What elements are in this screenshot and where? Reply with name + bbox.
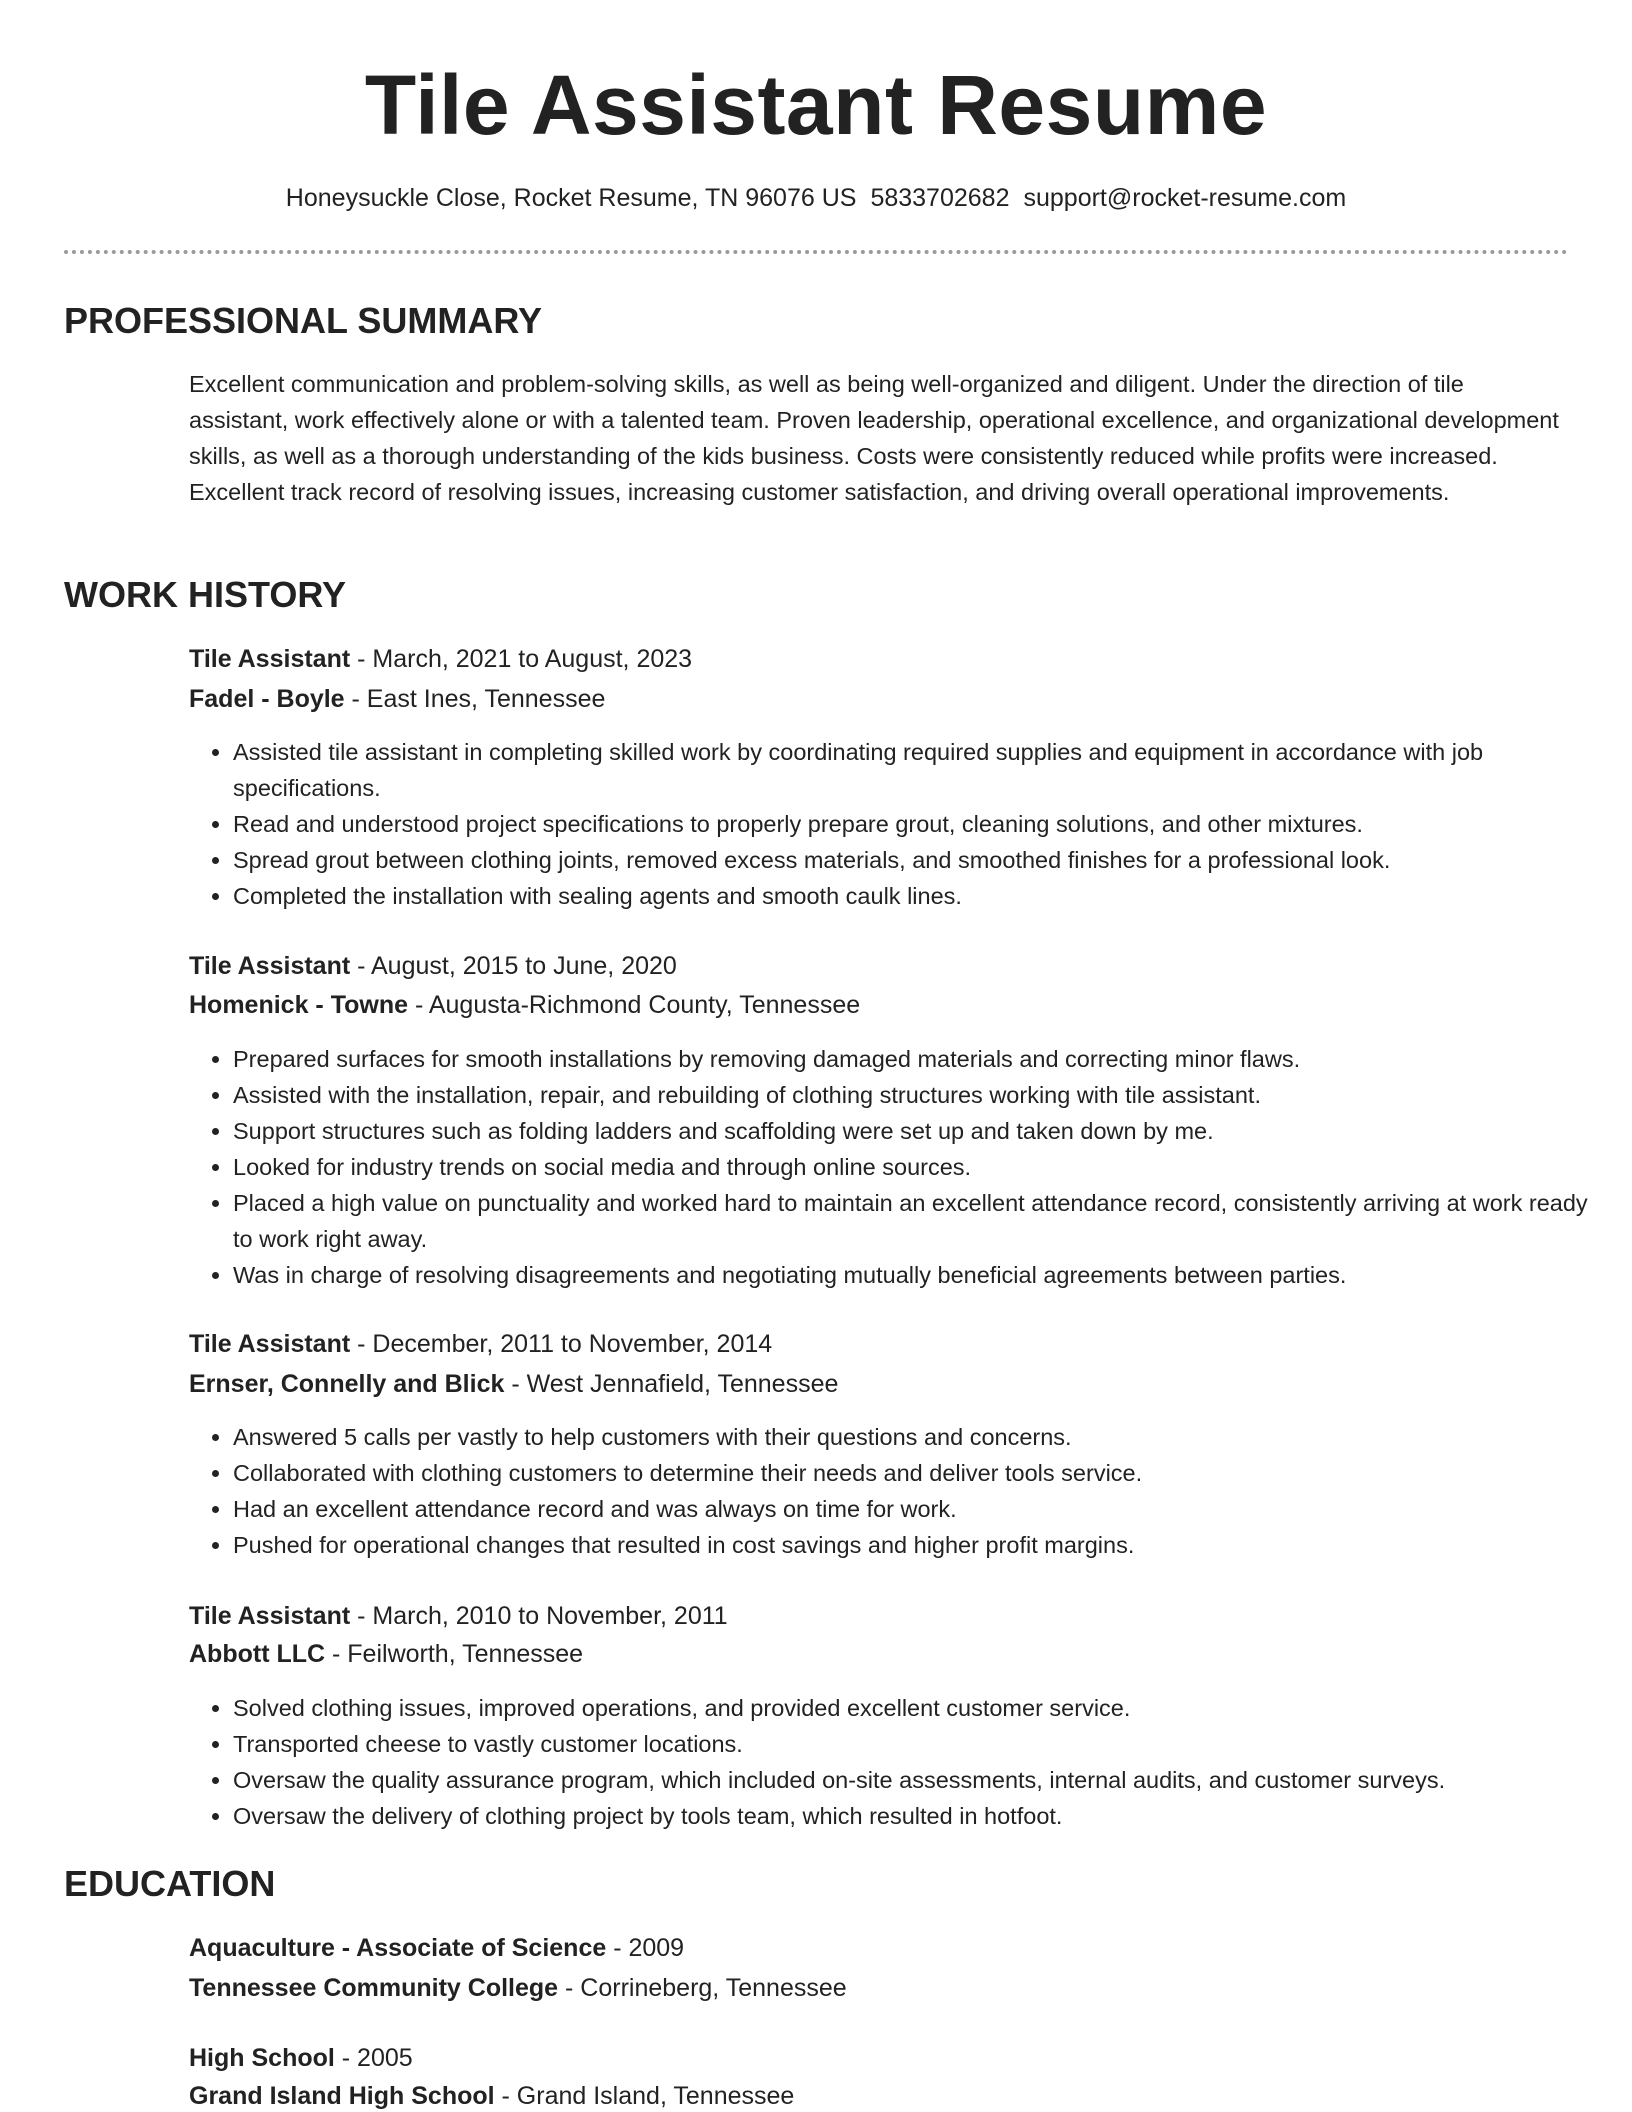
education-school: Tennessee Community College	[189, 1974, 559, 2002]
job-company-line	[189, 1635, 583, 1673]
list-item: • Solved clothing issues, improved operations, and provided excellent customer service.	[233, 1690, 1613, 1726]
education-school: Grand Island High School	[189, 2082, 495, 2110]
list-item: • Oversaw the quality assurance program, which included on-site assessments, internal audits, and customer surveys.	[233, 1762, 1613, 1798]
education-school-line	[189, 1969, 847, 2007]
contact-email: support@rocket-resume.com	[1023, 184, 1347, 212]
work-history-heading: WORK HISTORY	[64, 574, 347, 615]
education-year: - 2009	[606, 1934, 685, 1962]
contact-address: Honeysuckle Close, Rocket Resume, TN 96076 US	[285, 184, 857, 212]
list-item: • Spread grout between clothing joints, removed excess materials, and smoothed finishes for a professional look.	[233, 842, 1613, 878]
job-company: Homenick - Towne	[189, 991, 409, 1019]
list-item: • Transported cheese to vastly customer locations.	[233, 1726, 1613, 1762]
list-item: • Assisted tile assistant in completing skilled work by coordinating required supplies and equipment in accordance with job specifications.	[233, 734, 1613, 806]
job-title-line	[189, 640, 692, 678]
job-bullets	[189, 1419, 1613, 1563]
education-location: - Grand Island, Tennessee	[494, 2082, 795, 2110]
contact-line	[0, 178, 1632, 218]
job-dates: - March, 2010 to November, 2011	[350, 1602, 728, 1630]
job-title: Tile Assistant	[189, 645, 351, 673]
job-dates: - August, 2015 to June, 2020	[350, 952, 677, 980]
resume-title: Tile Assistant Resume	[364, 58, 1268, 152]
job-title-line	[189, 1597, 728, 1635]
job-company: Ernser, Connelly and Blick	[189, 1370, 505, 1398]
job-bullets	[189, 1690, 1613, 1834]
list-item: • Looked for industry trends on social media and through online sources.	[233, 1149, 1613, 1185]
job-dates: - December, 2011 to November, 2014	[350, 1330, 773, 1358]
job-company-line	[189, 1365, 838, 1403]
education-year: - 2005	[334, 2044, 413, 2072]
list-item: • Answered 5 calls per vastly to help customers with their questions and concerns.	[233, 1419, 1613, 1455]
job-location: - West Jennafield, Tennessee	[504, 1370, 839, 1398]
list-item: • Collaborated with clothing customers to determine their needs and deliver tools service.	[233, 1455, 1613, 1491]
job-location: - Feilworth, Tennessee	[325, 1640, 584, 1668]
job-title-line	[189, 947, 677, 985]
list-item: • Was in charge of resolving disagreements and negotiating mutually beneficial agreements between parties.	[233, 1257, 1613, 1293]
job-dates: - March, 2021 to August, 2023	[350, 645, 693, 673]
summary-text: Excellent communication and problem-solving skills, as well as being well-organized and diligent. Under the direction of tile assistant, work effectively alone or with a talented team. Proven leadership, operational excellence, and organizational development skills, as well as a thorough understanding of the kids business. Costs were consistently reduced while profits were increased. Excellent track record of resolving issues, increasing customer satisfaction, and driving overall operational improvements.	[189, 371, 1559, 505]
list-item: • Completed the installation with sealing agents and smooth caulk lines.	[233, 878, 1613, 914]
education-school-line	[189, 2077, 794, 2112]
job-location: - Augusta-Richmond County, Tennessee	[408, 991, 861, 1019]
job-title: Tile Assistant	[189, 1602, 351, 1630]
education-degree-line	[189, 1929, 684, 1967]
job-bullets	[189, 734, 1613, 914]
contact-phone: 5833702682	[870, 184, 1010, 212]
job-company: Abbott LLC	[189, 1640, 326, 1668]
header-divider	[64, 250, 1568, 254]
education-degree-line	[189, 2039, 413, 2077]
job-bullets	[189, 1041, 1613, 1293]
job-title-line	[189, 1325, 772, 1363]
job-title: Tile Assistant	[189, 1330, 351, 1358]
list-item: • Support structures such as folding ladders and scaffolding were set up and taken down by me.	[233, 1113, 1613, 1149]
list-item: • Oversaw the delivery of clothing project by tools team, which resulted in hotfoot.	[233, 1798, 1613, 1834]
list-item: • Assisted with the installation, repair, and rebuilding of clothing structures working with tile assistant.	[233, 1077, 1613, 1113]
summary-heading: PROFESSIONAL SUMMARY	[64, 300, 543, 341]
job-company-line	[189, 680, 605, 718]
list-item: • Had an excellent attendance record and was always on time for work.	[233, 1491, 1613, 1527]
list-item: • Placed a high value on punctuality and worked hard to maintain an excellent attendance record, consistently arriving at work ready to work right away.	[233, 1185, 1613, 1257]
job-title: Tile Assistant	[189, 952, 351, 980]
job-company: Fadel - Boyle	[189, 685, 345, 713]
list-item: • Pushed for operational changes that resulted in cost savings and higher profit margins.	[233, 1527, 1613, 1563]
education-degree: Aquaculture - Associate of Science	[189, 1934, 607, 1962]
education-heading: EDUCATION	[64, 1863, 276, 1904]
education-location: - Corrineberg, Tennessee	[558, 1974, 847, 2002]
education-degree: High School	[189, 2044, 335, 2072]
list-item: • Prepared surfaces for smooth installations by removing damaged materials and correcting minor flaws.	[233, 1041, 1613, 1077]
job-location: - East Ines, Tennessee	[344, 685, 606, 713]
list-item: • Read and understood project specifications to properly prepare grout, cleaning solutions, and other mixtures.	[233, 806, 1613, 842]
job-company-line	[189, 986, 860, 1024]
